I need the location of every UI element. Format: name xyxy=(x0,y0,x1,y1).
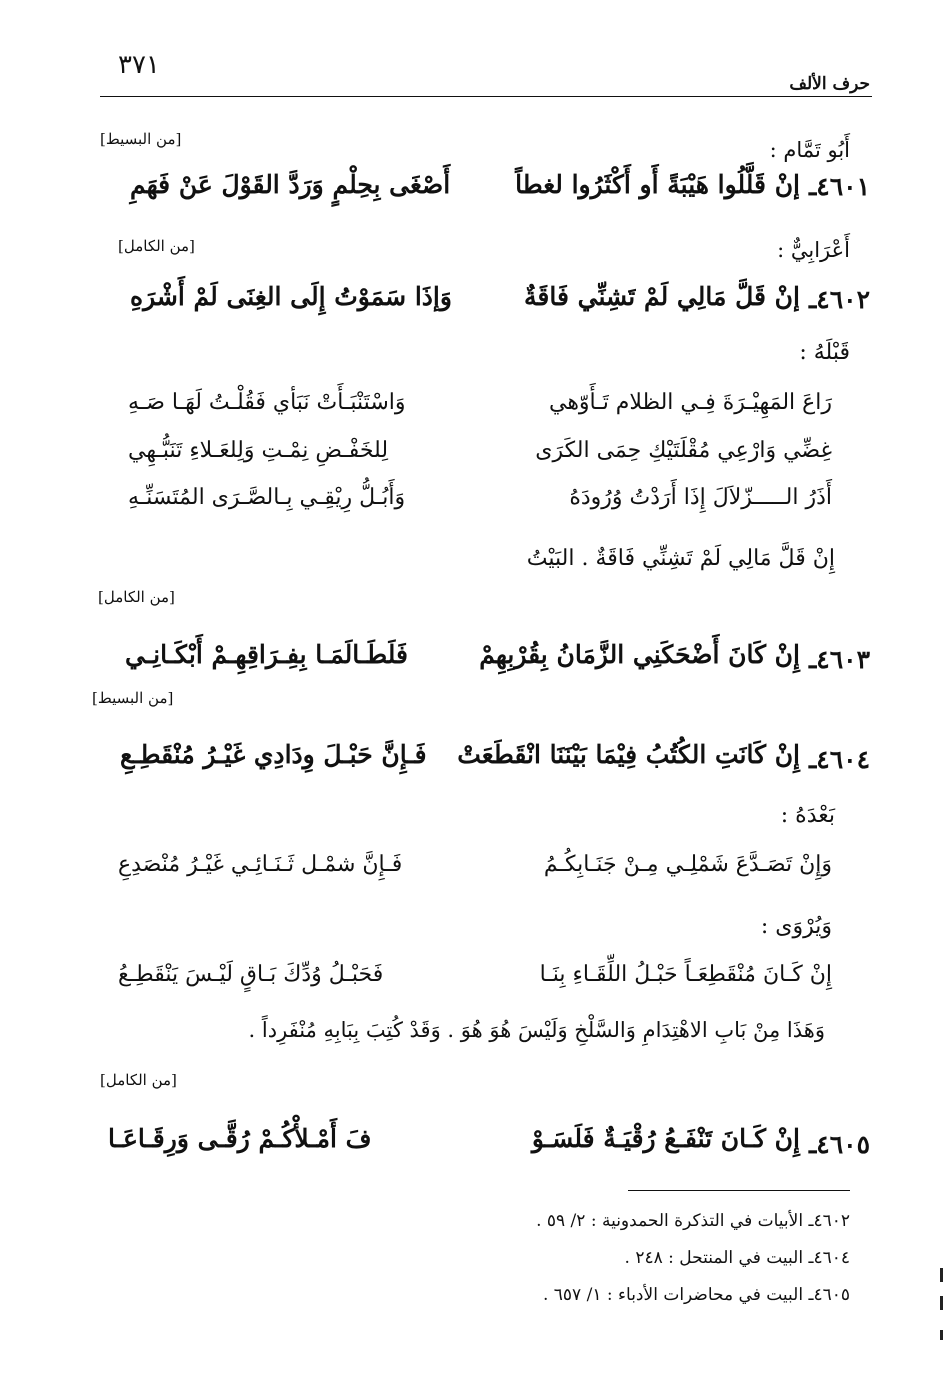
poem-line-right: وَإِنْ تَصَـدَّعَ شَمْلِـي مِـنْ جَنَـابِكُـمُ xyxy=(543,852,832,877)
poet-name: أَبُو تَمَّام : xyxy=(769,138,850,162)
poem-line-left: فَـإِنَّ شمْـل ثَـنَـائِـي غَيْـرُ مُنْصَدِعِ xyxy=(118,852,403,877)
verse-hemistich-left: أَصْغَى بِحِلْمٍ وَرَدَّ القَوْلَ عَنْ فَهَمِ xyxy=(130,170,451,199)
verse-hemistich-left: فَ أَمْـلأْكُـمْ رُقَّـى وَرِقَـاعَـا xyxy=(108,1124,372,1153)
poem-line-left: لِلخَفْـضِ نِمْـتِ وَلِلعَـلاءِ تَنَبُّـهِي xyxy=(128,438,389,463)
after-label: بَعْدَهُ : xyxy=(780,803,835,828)
meter-label: [من البسيط] xyxy=(100,130,182,148)
poem-line-right: رَاعَ المَهِيْـرَةَ فِـي الظلام تَـأَوّهي xyxy=(548,390,832,415)
poem-line-right: أَذَرُ الـــــزّلاَلَ إِذَا أَرَدْتُ وُرُودَهُ xyxy=(569,485,832,510)
page-number: ٣٧١ xyxy=(118,50,160,80)
verse-hemistich-right: إِنْ كَانَ أَضْحَكَنِي الزَّمَانُ بِقُرْبِهِمْ xyxy=(479,640,800,669)
verse-number: ٤٦٠٤ـ xyxy=(808,745,870,774)
footnote: ٤٦٠٢ـ الأبيات في التذكرة الحمدونية : ٢/ ٥٩ . xyxy=(536,1211,850,1231)
poem-line-left: وَأَبُـلُّ رِيْقِـي بِـالصَّـرَى المُتَسَنِّـهِ xyxy=(128,485,406,510)
verse-hemistich-right: إِنْ كَـانَ تَنْفَـعُ رُقْيَـةٌ فَلَسَـوْ xyxy=(531,1124,800,1153)
verse-hemistich-right: إنْ قَلَّ مَالِي لَمْ تَشِنِّي فَاقَةٌ xyxy=(524,282,800,311)
meter-label: [من الكامل] xyxy=(100,1071,177,1089)
scan-edge-mark xyxy=(940,1268,943,1282)
poem-line-right: غِضِّي وَارْعِي مُقْلَتَيْكِ حِمَى الكَرَى xyxy=(535,438,832,463)
poem-line-left: فَحَبْـلُ وُدِّكَ بَـاقٍ لَيْـسَ يَنْقَطِـعُ xyxy=(118,962,384,987)
verse-number: ٤٦٠٣ـ xyxy=(808,645,870,674)
verse-hemistich-right: إِنْ كَانَتِ الكُتُبُ فِيْمَا بَيْنَنَا انْقَطَعَتْ xyxy=(457,740,800,769)
poem-line-right: إِنْ كَـانَ مُنْقَطِعَـاً حَبْـلُ اللِّقَـاءِ بِنَـا xyxy=(539,962,832,987)
chapter-title: حرف الألف xyxy=(789,74,870,94)
poet-name: أَعْرَابِيٌّ : xyxy=(777,238,850,262)
footnote-divider xyxy=(628,1190,850,1191)
verse-number: ٤٦٠٢ـ xyxy=(808,285,870,314)
verse-hemistich-left: فَـإِنَّ حَبْـلَ وِدَادِي غَيْـرُ مُنْقَطِـعِ xyxy=(120,740,427,769)
before-label: قَبْلَهُ : xyxy=(799,340,850,365)
scan-edge-mark xyxy=(940,1296,943,1310)
poem-line-left: وَاسْتَنْبَـأَتْ نَبَأي فَقُلْـتُ لَهَـا صَـهِ xyxy=(128,390,406,415)
verse-number: ٤٦٠٥ـ xyxy=(808,1130,870,1159)
commentary-note: وَهَذَا مِنْ بَابِ الاهْتِدَامِ وَالسَّلْخِ وَلَيْسَ هُوَ هُوَ . وَقَدْ كُتِبَ بِبَابِهِ مُنْفَرِداً . xyxy=(248,1018,825,1042)
verse-hemistich-left: وَإذَا سَمَوْتُ إِلَى الغِنَى لَمْ أَشْرَهِ xyxy=(130,282,452,311)
footnote: ٤٦٠٥ـ البيت في محاضرات الأدباء : ١/ ٦٥٧ . xyxy=(542,1285,850,1305)
footnote: ٤٦٠٤ـ البيت في المنتحل : ٢٤٨ . xyxy=(624,1248,850,1268)
header-divider xyxy=(100,96,872,97)
meter-label: [من الكامل] xyxy=(118,237,195,255)
verse-reference: إِنْ قَلَّ مَالِي لَمْ تَشِنِّي فَاقَةٌ . البَيْتُ xyxy=(526,546,835,571)
meter-label: [من الكامل] xyxy=(98,588,175,606)
verse-hemistich-left: فَلَطَـالَمَـا بِفِـرَاقِهِـمْ أَبْكَـانِـي xyxy=(125,640,408,669)
verse-number: ٤٦٠١ـ xyxy=(808,172,870,201)
scan-edge-mark xyxy=(940,1330,943,1340)
verse-hemistich-right: إنْ قَلَّلُوا هَيْبَةً أَو أَكْثَرُوا لغطاً xyxy=(515,170,800,199)
meter-label: [من البسيط] xyxy=(92,689,174,707)
variant-label: وَيُرْوَى : xyxy=(760,914,832,939)
